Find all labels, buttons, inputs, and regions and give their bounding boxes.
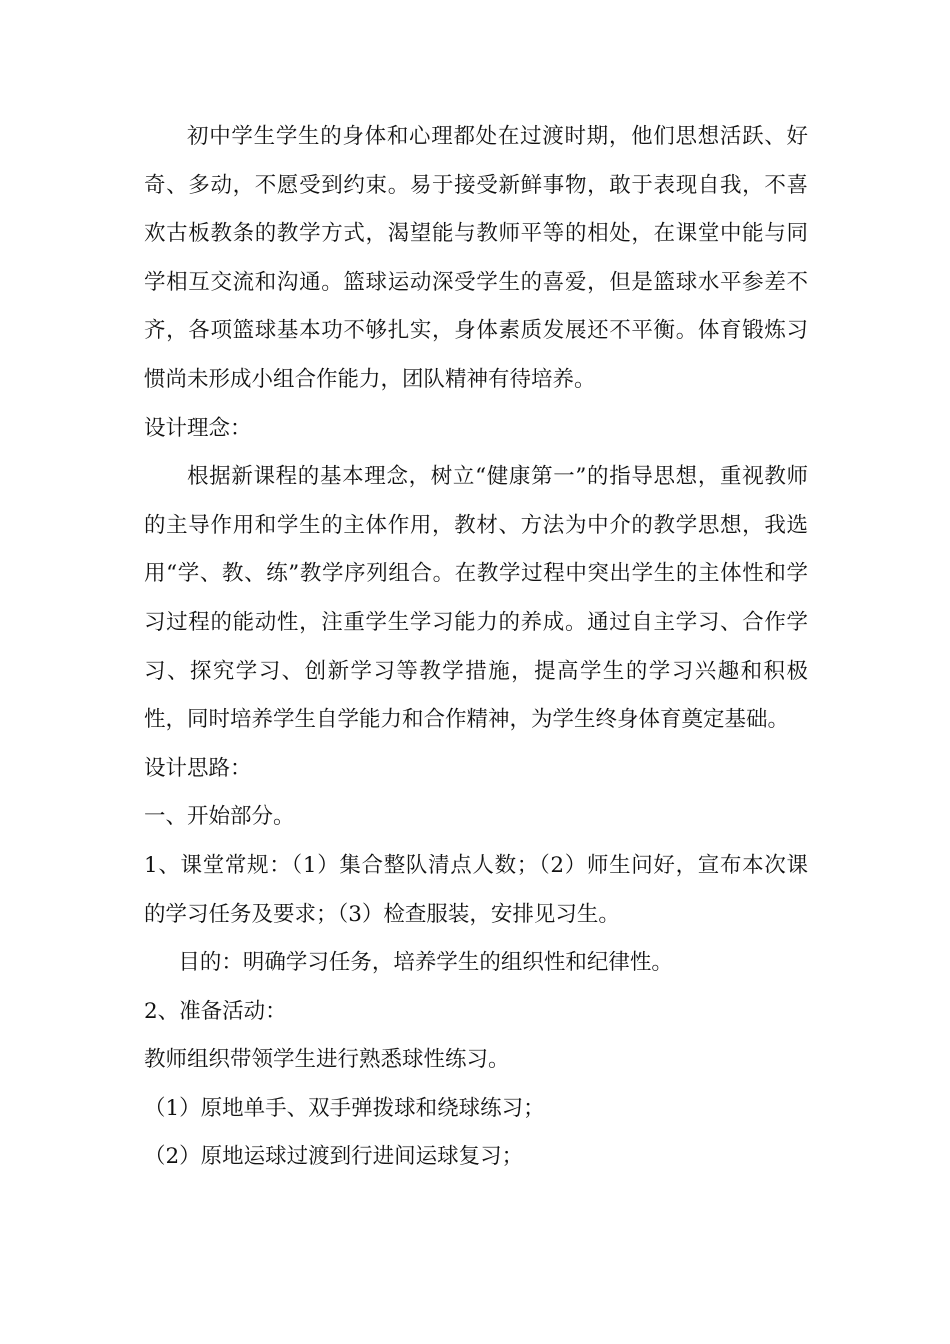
paragraph-warm-up-intro: 教师组织带领学生进行熟悉球性练习。 bbox=[144, 1047, 510, 1073]
paragraph-purpose: 目的：明确学习任务，培养学生的组织性和纪律性。 bbox=[178, 950, 673, 976]
list-item-ball-handling: （1）原地单手、双手弹拨球和绕球练习； bbox=[144, 1095, 545, 1121]
list-item-dribbling: （2）原地运球过渡到行进间运球复习； bbox=[144, 1144, 524, 1170]
paragraph-design-concept: 根据新课程的基本理念，树立“健康第一”的指导思想，重视教师的主导作用和学生的主体作用，教材、方法为中介的教学思想，我选用“学、教、练”教学序列组合。在教学过程中突出学生的主体性和学习过程的能动性，注重学生学习能力的养成。通过自主学习、合作学习、探究学习、创新学习等教学措施，提高学生的学习兴趣和积极性，同时培养学生自学能力和合作精神，为学生终身体育奠定基础。 bbox=[144, 464, 808, 733]
document-body bbox=[144, 113, 808, 1182]
heading-opening-part: 一、开始部分。 bbox=[144, 804, 295, 830]
list-item-classroom-routine: 1、课堂常规：（1）集合整队清点人数；（2）师生问好，宣布本次课的学习任务及要求；（3）检查服装，安排见习生。 bbox=[144, 852, 808, 927]
list-item-warm-up: 2、准备活动： bbox=[144, 998, 287, 1024]
paragraph-student-analysis: 初中学生学生的身体和心理都处在过渡时期，他们思想活跃、好奇、多动，不愿受到约束。易于接受新鲜事物，敢于表现自我，不喜欢古板教条的教学方式，渴望能与教师平等的相处，在课堂中能与同学相互交流和沟通。篮球运动深受学生的喜爱，但是篮球水平参差不齐，各项篮球基本功不够扎实，身体素质发展还不平衡。体育锻炼习惯尚未形成小组合作能力，团队精神有待培养。 bbox=[144, 124, 808, 392]
heading-design-approach: 设计思路： bbox=[144, 755, 252, 781]
heading-design-concept: 设计理念： bbox=[144, 415, 252, 441]
